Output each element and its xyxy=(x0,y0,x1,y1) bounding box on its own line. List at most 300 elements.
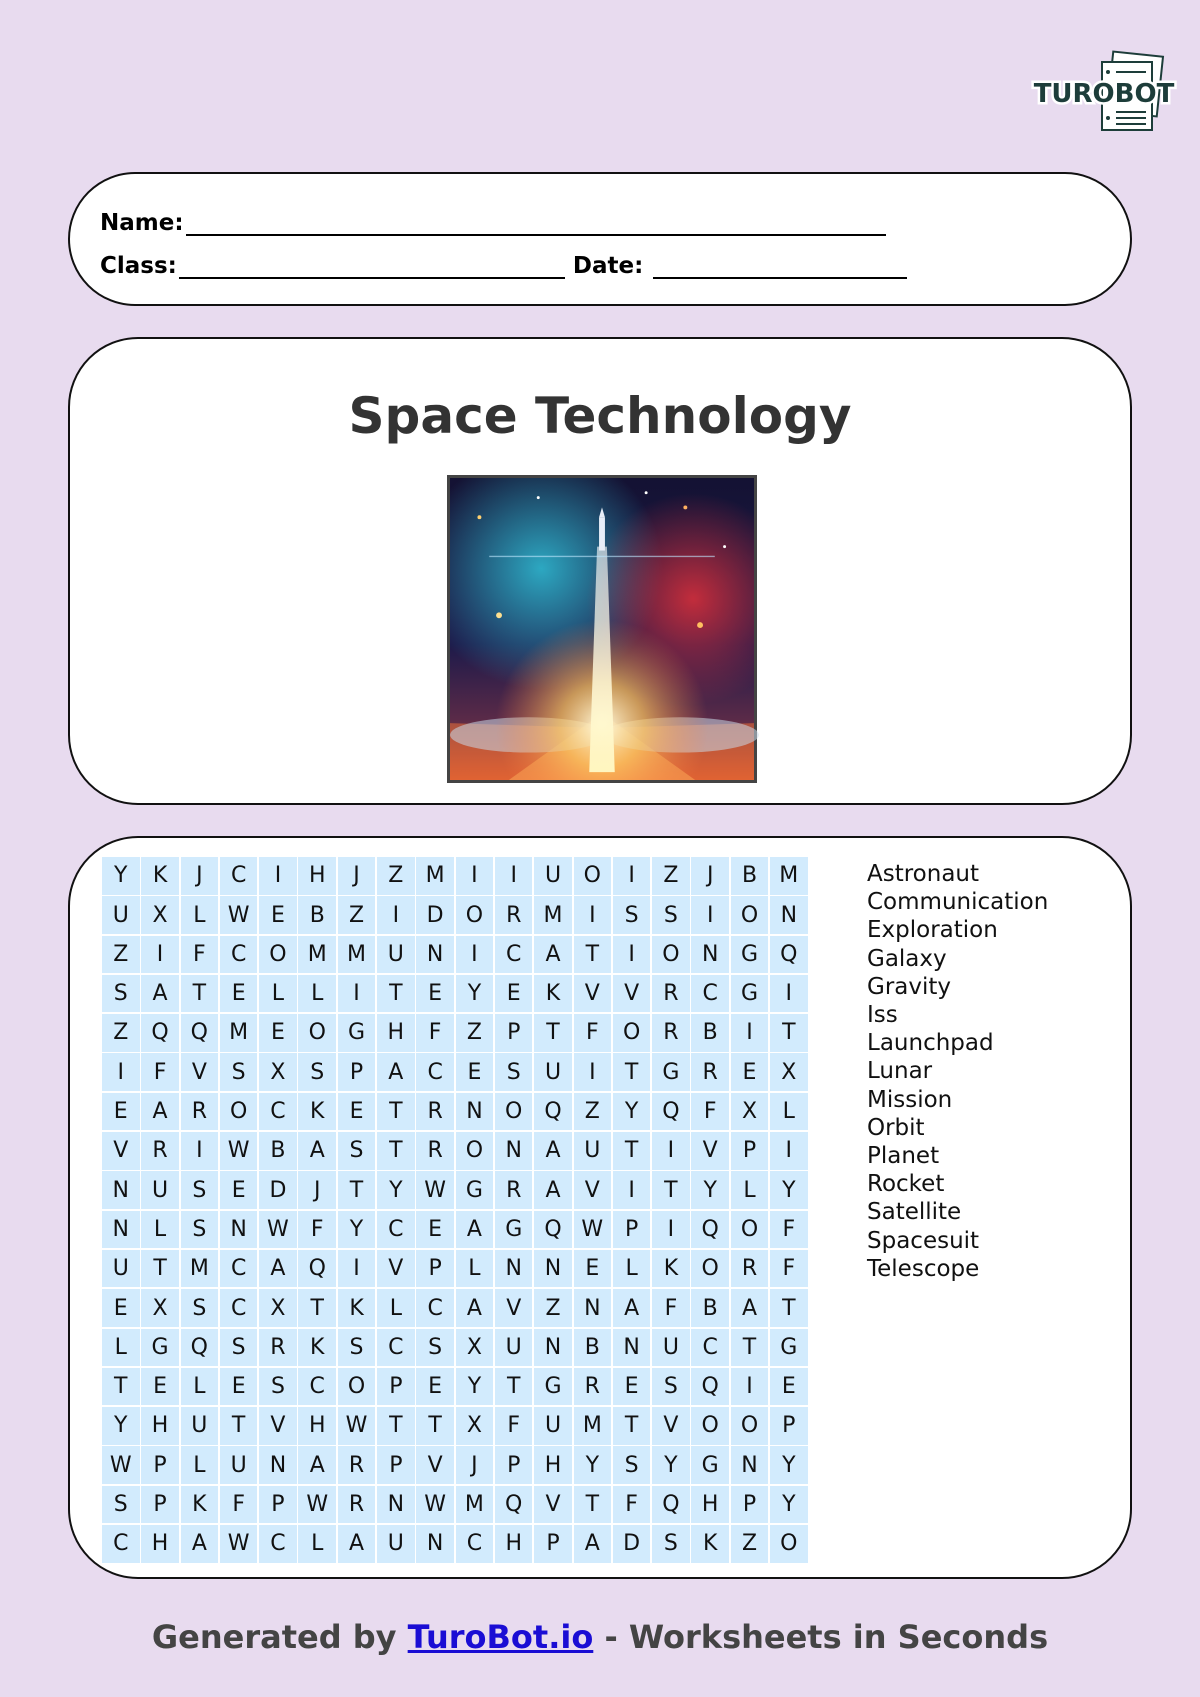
grid-cell[interactable]: L xyxy=(731,1171,769,1209)
grid-cell[interactable]: K xyxy=(691,1525,729,1563)
grid-cell[interactable]: N xyxy=(770,896,808,934)
grid-cell[interactable]: O xyxy=(456,896,494,934)
grid-cell[interactable]: O xyxy=(456,1132,494,1170)
grid-cell[interactable]: T xyxy=(416,1407,454,1445)
grid-cell[interactable]: O xyxy=(731,1211,769,1249)
grid-cell[interactable]: M xyxy=(534,896,572,934)
grid-cell[interactable]: T xyxy=(731,1329,769,1367)
grid-cell[interactable]: M xyxy=(456,1486,494,1524)
grid-cell[interactable]: K xyxy=(534,975,572,1013)
grid-cell[interactable]: U xyxy=(534,857,572,895)
grid-cell[interactable]: I xyxy=(613,857,651,895)
grid-cell[interactable]: X xyxy=(456,1407,494,1445)
grid-cell[interactable]: P xyxy=(141,1446,179,1484)
grid-cell[interactable]: R xyxy=(416,1132,454,1170)
grid-cell[interactable]: Q xyxy=(534,1093,572,1131)
grid-cell[interactable]: R xyxy=(416,1093,454,1131)
grid-cell[interactable]: Q xyxy=(141,1014,179,1052)
grid-cell[interactable]: C xyxy=(691,1329,729,1367)
grid-cell[interactable]: T xyxy=(574,1486,612,1524)
grid-cell[interactable]: V xyxy=(416,1446,454,1484)
grid-cell[interactable]: K xyxy=(298,1093,336,1131)
grid-cell[interactable]: V xyxy=(613,975,651,1013)
grid-cell[interactable]: C xyxy=(102,1525,140,1563)
grid-cell[interactable]: E xyxy=(338,1093,376,1131)
grid-cell[interactable]: Q xyxy=(181,1329,219,1367)
grid-cell[interactable]: S xyxy=(181,1171,219,1209)
grid-cell[interactable]: S xyxy=(102,1486,140,1524)
grid-cell[interactable]: T xyxy=(181,975,219,1013)
grid-cell[interactable]: W xyxy=(102,1446,140,1484)
grid-cell[interactable]: Y xyxy=(456,1368,494,1406)
grid-cell[interactable]: B xyxy=(691,1289,729,1327)
grid-cell[interactable]: O xyxy=(691,1407,729,1445)
grid-cell[interactable]: C xyxy=(456,1525,494,1563)
grid-cell[interactable]: G xyxy=(495,1211,533,1249)
grid-cell[interactable]: U xyxy=(102,896,140,934)
grid-cell[interactable]: O xyxy=(298,1014,336,1052)
grid-cell[interactable]: A xyxy=(181,1525,219,1563)
grid-cell[interactable]: Y xyxy=(102,857,140,895)
grid-cell[interactable]: T xyxy=(534,1014,572,1052)
grid-cell[interactable]: N xyxy=(495,1250,533,1288)
grid-cell[interactable]: N xyxy=(456,1093,494,1131)
grid-cell[interactable]: X xyxy=(731,1093,769,1131)
grid-cell[interactable]: S xyxy=(338,1329,376,1367)
grid-cell[interactable]: H xyxy=(141,1407,179,1445)
grid-cell[interactable]: Z xyxy=(574,1093,612,1131)
grid-cell[interactable]: A xyxy=(574,1525,612,1563)
grid-cell[interactable]: P xyxy=(338,1053,376,1091)
grid-cell[interactable]: K xyxy=(298,1329,336,1367)
grid-cell[interactable]: B xyxy=(574,1329,612,1367)
grid-cell[interactable]: P xyxy=(534,1525,572,1563)
grid-cell[interactable]: Y xyxy=(456,975,494,1013)
grid-cell[interactable]: I xyxy=(456,857,494,895)
grid-cell[interactable]: U xyxy=(220,1446,258,1484)
grid-cell[interactable]: P xyxy=(416,1250,454,1288)
grid-cell[interactable]: S xyxy=(220,1053,258,1091)
grid-cell[interactable]: F xyxy=(652,1289,690,1327)
grid-cell[interactable]: R xyxy=(495,1171,533,1209)
grid-cell[interactable]: C xyxy=(377,1211,415,1249)
grid-cell[interactable]: E xyxy=(220,1171,258,1209)
grid-cell[interactable]: K xyxy=(181,1486,219,1524)
grid-cell[interactable]: J xyxy=(691,857,729,895)
grid-cell[interactable]: D xyxy=(259,1171,297,1209)
grid-cell[interactable]: O xyxy=(338,1368,376,1406)
grid-cell[interactable]: Q xyxy=(652,1486,690,1524)
grid-cell[interactable]: Z xyxy=(652,857,690,895)
grid-cell[interactable]: W xyxy=(259,1211,297,1249)
grid-cell[interactable]: C xyxy=(220,1250,258,1288)
grid-cell[interactable]: I xyxy=(574,1053,612,1091)
grid-cell[interactable]: Q xyxy=(495,1486,533,1524)
grid-cell[interactable]: B xyxy=(259,1132,297,1170)
grid-cell[interactable]: S xyxy=(102,975,140,1013)
grid-cell[interactable]: N xyxy=(377,1486,415,1524)
grid-cell[interactable]: R xyxy=(574,1368,612,1406)
grid-cell[interactable]: C xyxy=(298,1368,336,1406)
grid-cell[interactable]: X xyxy=(141,1289,179,1327)
grid-cell[interactable]: H xyxy=(691,1486,729,1524)
grid-cell[interactable]: M xyxy=(338,936,376,974)
grid-cell[interactable]: F xyxy=(613,1486,651,1524)
grid-cell[interactable]: H xyxy=(298,857,336,895)
grid-cell[interactable]: T xyxy=(338,1171,376,1209)
grid-cell[interactable]: G xyxy=(534,1368,572,1406)
grid-cell[interactable]: C xyxy=(377,1329,415,1367)
grid-cell[interactable]: T xyxy=(652,1171,690,1209)
grid-cell[interactable]: I xyxy=(731,1014,769,1052)
grid-cell[interactable]: A xyxy=(534,1171,572,1209)
grid-cell[interactable]: Y xyxy=(770,1171,808,1209)
grid-cell[interactable]: U xyxy=(141,1171,179,1209)
grid-cell[interactable]: G xyxy=(338,1014,376,1052)
grid-cell[interactable]: P xyxy=(731,1486,769,1524)
grid-cell[interactable]: I xyxy=(613,936,651,974)
grid-cell[interactable]: O xyxy=(731,1407,769,1445)
grid-cell[interactable]: Y xyxy=(770,1446,808,1484)
grid-cell[interactable]: A xyxy=(534,1132,572,1170)
grid-cell[interactable]: C xyxy=(416,1289,454,1327)
grid-cell[interactable]: N xyxy=(613,1329,651,1367)
grid-cell[interactable]: M xyxy=(770,857,808,895)
grid-cell[interactable]: P xyxy=(495,1014,533,1052)
grid-cell[interactable]: F xyxy=(770,1250,808,1288)
grid-cell[interactable]: X xyxy=(456,1329,494,1367)
grid-cell[interactable]: C xyxy=(416,1053,454,1091)
grid-cell[interactable]: V xyxy=(181,1053,219,1091)
grid-cell[interactable]: U xyxy=(534,1407,572,1445)
grid-cell[interactable]: G xyxy=(691,1446,729,1484)
grid-cell[interactable]: Q xyxy=(652,1093,690,1131)
grid-cell[interactable]: M xyxy=(574,1407,612,1445)
grid-cell[interactable]: H xyxy=(141,1525,179,1563)
date-field[interactable] xyxy=(653,255,907,279)
grid-cell[interactable]: L xyxy=(181,1368,219,1406)
grid-cell[interactable]: A xyxy=(456,1211,494,1249)
grid-cell[interactable]: F xyxy=(495,1407,533,1445)
grid-cell[interactable]: C xyxy=(259,1525,297,1563)
grid-cell[interactable]: O xyxy=(691,1250,729,1288)
grid-cell[interactable]: V xyxy=(259,1407,297,1445)
grid-cell[interactable]: L xyxy=(181,896,219,934)
grid-cell[interactable]: P xyxy=(141,1486,179,1524)
grid-cell[interactable]: U xyxy=(495,1329,533,1367)
grid-cell[interactable]: A xyxy=(731,1289,769,1327)
grid-cell[interactable]: X xyxy=(259,1289,297,1327)
grid-cell[interactable]: Z xyxy=(102,936,140,974)
grid-cell[interactable]: D xyxy=(416,896,454,934)
grid-cell[interactable]: F xyxy=(220,1486,258,1524)
grid-cell[interactable]: T xyxy=(613,1053,651,1091)
grid-cell[interactable]: Y xyxy=(770,1486,808,1524)
class-field[interactable] xyxy=(179,255,565,279)
grid-cell[interactable]: F xyxy=(574,1014,612,1052)
grid-cell[interactable]: R xyxy=(338,1446,376,1484)
grid-cell[interactable]: T xyxy=(574,936,612,974)
grid-cell[interactable]: W xyxy=(298,1486,336,1524)
grid-cell[interactable]: C xyxy=(691,975,729,1013)
grid-cell[interactable]: R xyxy=(691,1053,729,1091)
grid-cell[interactable]: N xyxy=(495,1132,533,1170)
grid-cell[interactable]: N xyxy=(534,1329,572,1367)
grid-cell[interactable]: M xyxy=(298,936,336,974)
grid-cell[interactable]: E xyxy=(141,1368,179,1406)
grid-cell[interactable]: L xyxy=(298,975,336,1013)
grid-cell[interactable]: W xyxy=(416,1486,454,1524)
grid-cell[interactable]: P xyxy=(259,1486,297,1524)
grid-cell[interactable]: I xyxy=(574,896,612,934)
grid-cell[interactable]: A xyxy=(456,1289,494,1327)
grid-cell[interactable]: S xyxy=(416,1329,454,1367)
grid-cell[interactable]: R xyxy=(141,1132,179,1170)
grid-cell[interactable]: I xyxy=(652,1211,690,1249)
grid-cell[interactable]: N xyxy=(102,1171,140,1209)
grid-cell[interactable]: I xyxy=(691,896,729,934)
grid-cell[interactable]: Y xyxy=(338,1211,376,1249)
grid-cell[interactable]: S xyxy=(652,1525,690,1563)
grid-cell[interactable]: A xyxy=(259,1250,297,1288)
grid-cell[interactable]: V xyxy=(534,1486,572,1524)
grid-cell[interactable]: O xyxy=(731,896,769,934)
grid-cell[interactable]: T xyxy=(613,1132,651,1170)
grid-cell[interactable]: F xyxy=(181,936,219,974)
grid-cell[interactable]: O xyxy=(220,1093,258,1131)
grid-cell[interactable]: G xyxy=(652,1053,690,1091)
grid-cell[interactable]: V xyxy=(574,1171,612,1209)
grid-cell[interactable]: Q xyxy=(181,1014,219,1052)
grid-cell[interactable]: S xyxy=(338,1132,376,1170)
grid-cell[interactable]: D xyxy=(613,1525,651,1563)
grid-cell[interactable]: T xyxy=(377,1132,415,1170)
grid-cell[interactable]: T xyxy=(377,1093,415,1131)
name-field[interactable] xyxy=(186,212,886,236)
grid-cell[interactable]: I xyxy=(770,1132,808,1170)
grid-cell[interactable]: G xyxy=(141,1329,179,1367)
grid-cell[interactable]: N xyxy=(416,936,454,974)
grid-cell[interactable]: A xyxy=(298,1132,336,1170)
grid-cell[interactable]: P xyxy=(377,1446,415,1484)
grid-cell[interactable]: B xyxy=(298,896,336,934)
grid-cell[interactable]: H xyxy=(534,1446,572,1484)
grid-cell[interactable]: L xyxy=(141,1211,179,1249)
grid-cell[interactable]: O xyxy=(613,1014,651,1052)
grid-cell[interactable]: P xyxy=(731,1132,769,1170)
grid-cell[interactable]: T xyxy=(220,1407,258,1445)
grid-cell[interactable]: Z xyxy=(456,1014,494,1052)
grid-cell[interactable]: Z xyxy=(338,896,376,934)
grid-cell[interactable]: C xyxy=(220,936,258,974)
grid-cell[interactable]: W xyxy=(220,896,258,934)
grid-cell[interactable]: I xyxy=(770,975,808,1013)
grid-cell[interactable]: I xyxy=(259,857,297,895)
grid-cell[interactable]: T xyxy=(770,1289,808,1327)
grid-cell[interactable]: V xyxy=(495,1289,533,1327)
grid-cell[interactable]: Z xyxy=(534,1289,572,1327)
grid-cell[interactable]: I xyxy=(338,975,376,1013)
grid-cell[interactable]: R xyxy=(259,1329,297,1367)
grid-cell[interactable]: T xyxy=(298,1289,336,1327)
grid-cell[interactable]: E xyxy=(613,1368,651,1406)
grid-cell[interactable]: N xyxy=(220,1211,258,1249)
grid-cell[interactable]: Y xyxy=(691,1171,729,1209)
grid-cell[interactable]: N xyxy=(574,1289,612,1327)
grid-cell[interactable]: R xyxy=(338,1486,376,1524)
grid-cell[interactable]: F xyxy=(691,1093,729,1131)
grid-cell[interactable]: K xyxy=(141,857,179,895)
grid-cell[interactable]: T xyxy=(377,975,415,1013)
grid-cell[interactable]: P xyxy=(495,1446,533,1484)
grid-cell[interactable]: O xyxy=(770,1525,808,1563)
grid-cell[interactable]: B xyxy=(691,1014,729,1052)
grid-cell[interactable]: E xyxy=(259,1014,297,1052)
grid-cell[interactable]: C xyxy=(259,1093,297,1131)
grid-cell[interactable]: H xyxy=(298,1407,336,1445)
grid-cell[interactable]: Y xyxy=(102,1407,140,1445)
grid-cell[interactable]: Q xyxy=(691,1368,729,1406)
grid-cell[interactable]: R xyxy=(181,1093,219,1131)
grid-cell[interactable]: J xyxy=(298,1171,336,1209)
grid-cell[interactable]: K xyxy=(652,1250,690,1288)
grid-cell[interactable]: S xyxy=(298,1053,336,1091)
grid-cell[interactable]: L xyxy=(613,1250,651,1288)
grid-cell[interactable]: O xyxy=(259,936,297,974)
grid-cell[interactable]: F xyxy=(770,1211,808,1249)
grid-cell[interactable]: L xyxy=(298,1525,336,1563)
grid-cell[interactable]: A xyxy=(338,1525,376,1563)
grid-cell[interactable]: G xyxy=(731,936,769,974)
grid-cell[interactable]: C xyxy=(495,936,533,974)
grid-cell[interactable]: W xyxy=(574,1211,612,1249)
grid-cell[interactable]: H xyxy=(495,1525,533,1563)
grid-cell[interactable]: T xyxy=(495,1368,533,1406)
grid-cell[interactable]: A xyxy=(534,936,572,974)
grid-cell[interactable]: X xyxy=(259,1053,297,1091)
grid-cell[interactable]: P xyxy=(613,1211,651,1249)
grid-cell[interactable]: O xyxy=(652,936,690,974)
grid-cell[interactable]: U xyxy=(181,1407,219,1445)
grid-cell[interactable]: I xyxy=(495,857,533,895)
grid-cell[interactable]: I xyxy=(141,936,179,974)
grid-cell[interactable]: L xyxy=(102,1329,140,1367)
grid-cell[interactable]: U xyxy=(574,1132,612,1170)
grid-cell[interactable]: Q xyxy=(691,1211,729,1249)
grid-cell[interactable]: U xyxy=(102,1250,140,1288)
grid-cell[interactable]: Y xyxy=(377,1171,415,1209)
grid-cell[interactable]: V xyxy=(691,1132,729,1170)
grid-cell[interactable]: N xyxy=(534,1250,572,1288)
grid-cell[interactable]: G xyxy=(456,1171,494,1209)
grid-cell[interactable]: N xyxy=(259,1446,297,1484)
grid-cell[interactable]: S xyxy=(259,1368,297,1406)
grid-cell[interactable]: I xyxy=(456,936,494,974)
grid-cell[interactable]: L xyxy=(770,1093,808,1131)
grid-cell[interactable]: T xyxy=(102,1368,140,1406)
grid-cell[interactable]: M xyxy=(220,1014,258,1052)
grid-cell[interactable]: L xyxy=(456,1250,494,1288)
grid-cell[interactable]: Z xyxy=(731,1525,769,1563)
grid-cell[interactable]: J xyxy=(338,857,376,895)
grid-cell[interactable]: R xyxy=(495,896,533,934)
grid-cell[interactable]: S xyxy=(652,896,690,934)
grid-cell[interactable]: L xyxy=(259,975,297,1013)
grid-cell[interactable]: E xyxy=(259,896,297,934)
grid-cell[interactable]: I xyxy=(102,1053,140,1091)
grid-cell[interactable]: T xyxy=(141,1250,179,1288)
grid-cell[interactable]: P xyxy=(770,1407,808,1445)
grid-cell[interactable]: R xyxy=(652,1014,690,1052)
grid-cell[interactable]: Y xyxy=(652,1446,690,1484)
grid-cell[interactable]: F xyxy=(416,1014,454,1052)
grid-cell[interactable]: R xyxy=(731,1250,769,1288)
grid-cell[interactable]: U xyxy=(652,1329,690,1367)
grid-cell[interactable]: S xyxy=(613,1446,651,1484)
grid-cell[interactable]: U xyxy=(534,1053,572,1091)
grid-cell[interactable]: I xyxy=(377,896,415,934)
grid-cell[interactable]: V xyxy=(652,1407,690,1445)
grid-cell[interactable]: L xyxy=(181,1446,219,1484)
grid-cell[interactable]: V xyxy=(574,975,612,1013)
grid-cell[interactable]: E xyxy=(102,1289,140,1327)
grid-cell[interactable]: E xyxy=(220,1368,258,1406)
grid-cell[interactable]: U xyxy=(377,936,415,974)
grid-cell[interactable]: A xyxy=(613,1289,651,1327)
grid-cell[interactable]: J xyxy=(181,857,219,895)
grid-cell[interactable]: B xyxy=(731,857,769,895)
grid-cell[interactable]: E xyxy=(574,1250,612,1288)
grid-cell[interactable]: S xyxy=(181,1289,219,1327)
grid-cell[interactable]: I xyxy=(731,1368,769,1406)
grid-cell[interactable]: I xyxy=(652,1132,690,1170)
grid-cell[interactable]: X xyxy=(770,1053,808,1091)
grid-cell[interactable]: W xyxy=(220,1525,258,1563)
grid-cell[interactable]: F xyxy=(298,1211,336,1249)
grid-cell[interactable]: E xyxy=(102,1093,140,1131)
grid-cell[interactable]: E xyxy=(770,1368,808,1406)
grid-cell[interactable]: N xyxy=(102,1211,140,1249)
grid-cell[interactable]: X xyxy=(141,896,179,934)
grid-cell[interactable]: Z xyxy=(102,1014,140,1052)
grid-cell[interactable]: W xyxy=(220,1132,258,1170)
grid-cell[interactable]: V xyxy=(102,1132,140,1170)
grid-cell[interactable]: T xyxy=(613,1407,651,1445)
grid-cell[interactable]: W xyxy=(338,1407,376,1445)
grid-cell[interactable]: Z xyxy=(377,857,415,895)
grid-cell[interactable]: E xyxy=(731,1053,769,1091)
grid-cell[interactable]: A xyxy=(377,1053,415,1091)
grid-cell[interactable]: E xyxy=(456,1053,494,1091)
grid-cell[interactable]: V xyxy=(377,1250,415,1288)
grid-cell[interactable]: C xyxy=(220,1289,258,1327)
grid-cell[interactable]: U xyxy=(377,1525,415,1563)
grid-cell[interactable]: Q xyxy=(298,1250,336,1288)
grid-cell[interactable]: K xyxy=(338,1289,376,1327)
grid-cell[interactable]: A xyxy=(141,1093,179,1131)
grid-cell[interactable]: W xyxy=(416,1171,454,1209)
grid-cell[interactable]: N xyxy=(416,1525,454,1563)
grid-cell[interactable]: G xyxy=(770,1329,808,1367)
grid-cell[interactable]: S xyxy=(652,1368,690,1406)
grid-cell[interactable]: P xyxy=(377,1368,415,1406)
grid-cell[interactable]: L xyxy=(377,1289,415,1327)
grid-cell[interactable]: Y xyxy=(574,1446,612,1484)
grid-cell[interactable]: O xyxy=(495,1093,533,1131)
grid-cell[interactable]: H xyxy=(377,1014,415,1052)
turobot-link[interactable]: TuroBot.io xyxy=(407,1618,594,1656)
grid-cell[interactable]: Y xyxy=(613,1093,651,1131)
